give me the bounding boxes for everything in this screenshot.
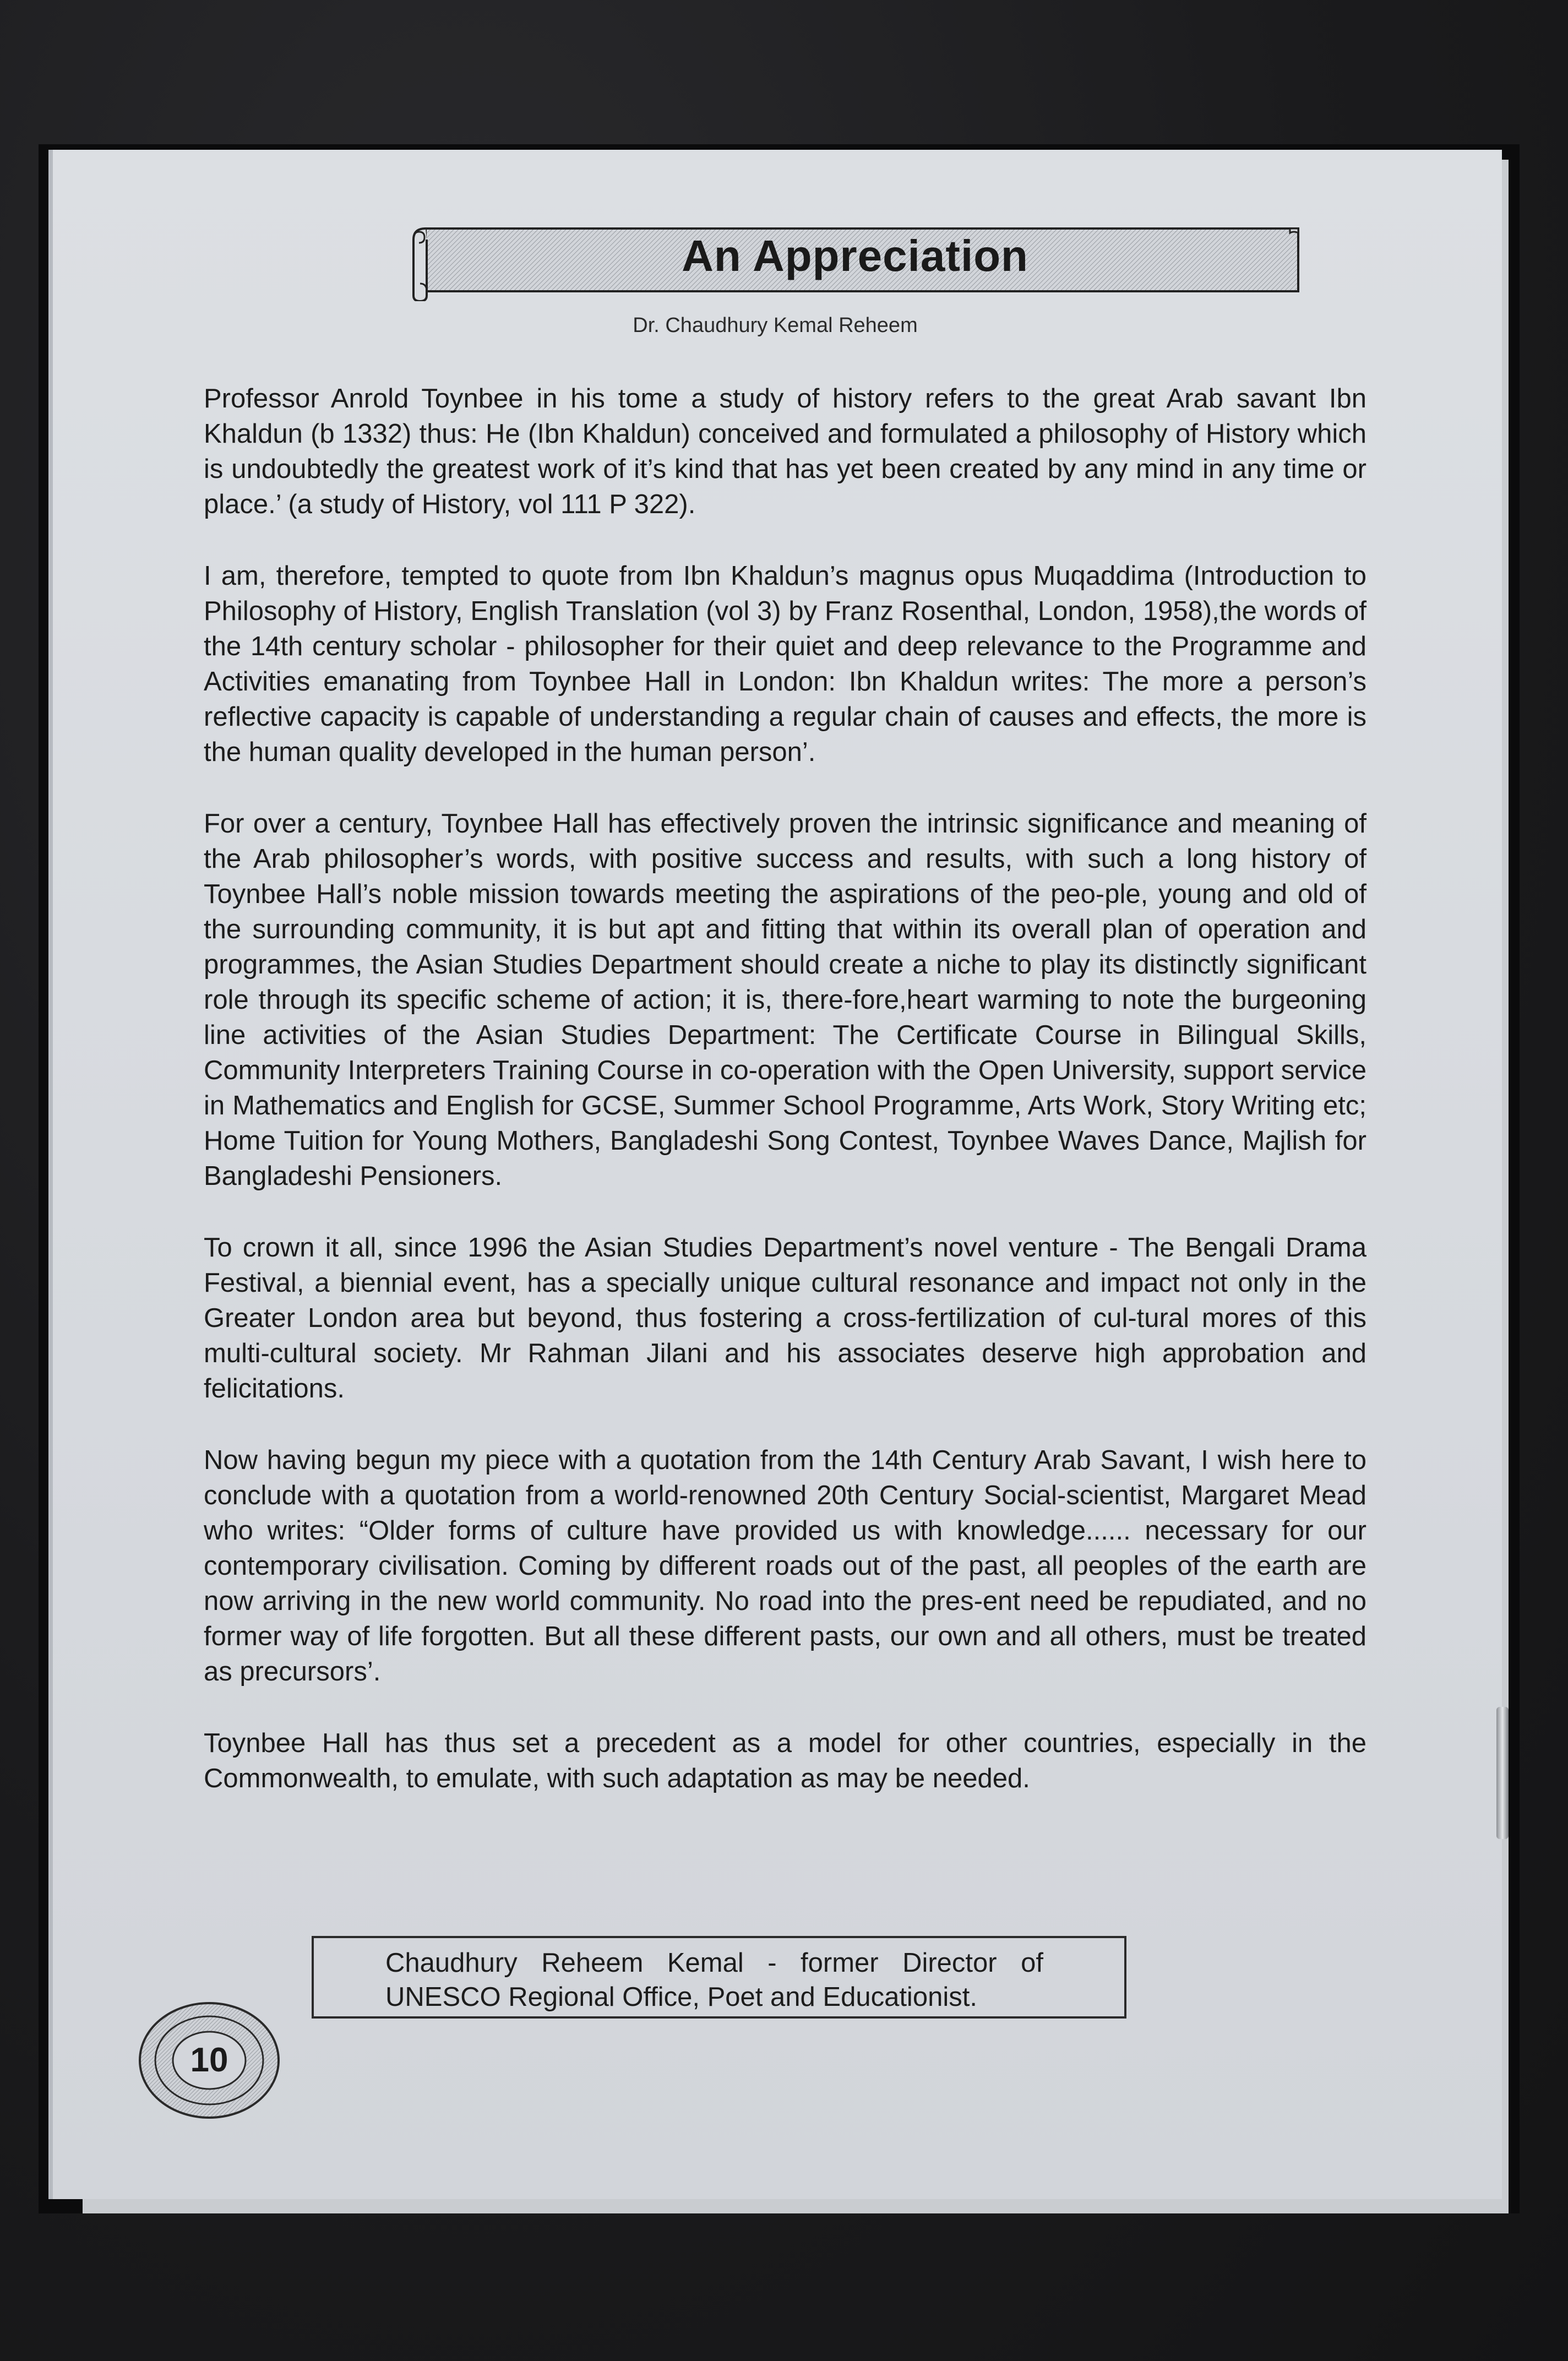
credit-line-2: UNESCO Regional Office, Poet and Educationist. (385, 1982, 977, 2012)
credit-word: - (767, 1948, 777, 1978)
page-number-badge (137, 2000, 282, 2121)
paragraph-4: To crown it all, since 1996 the Asian Studies Department’s novel venture - The Bengali Drama Festival, a biennial event, has a specially unique cultural resonance and impact not only in the Greater London area but beyond, thus fostering a cross-fertilization of cul-tural mores of this multi-cultural society. Mr Rahman Jilani and his associates deserve high approbation and felicitations. (204, 1233, 1366, 1403)
paragraph-5: Now having begun my piece with a quotation from the 14th Century Arab Savant, I wish here to conclude with a quotation from a world-renowned 20th Century Social-scientist, Margaret Mead who writes: “Older forms of culture have provided us with knowledge...... necessary for our contemporary civilisation. Coming by different roads out of the past, all peoples of the earth are now arriving in the new world community. No road into the pres-ent need be repudiated, and no former way of life forgotten. But all these different pasts, our own and all others, must be treated as precursors’. (204, 1445, 1366, 1687)
credit-word: Chaudhury (385, 1948, 518, 1978)
paragraph-1: Professor Anrold Toynbee in his tome a study of history refers to the great Arab savant Ibn Khaldun (b 1332) thus: He (Ibn Khaldun) conceived and formulated a philosophy of History which is undoubtedly the greatest work of it’s kind that has yet been created by any mind in any time or place.’ (a study of History, vol 111 P 322). (204, 384, 1366, 519)
credit-word: Kemal (667, 1948, 744, 1978)
credit-word: former (801, 1948, 879, 1978)
credit-line-1 (385, 1946, 1043, 1980)
credit-word: Reheem (541, 1948, 644, 1978)
booklet-page (48, 150, 1502, 2199)
author-credit-box (312, 1936, 1126, 2019)
credit-word: of (1021, 1948, 1043, 1978)
author-byline: Dr. Chaudhury Kemal Reheem (633, 314, 918, 337)
staple-binding (1496, 1707, 1509, 1839)
title-scroll-banner (404, 219, 1306, 301)
page-number: 10 (190, 2041, 228, 2079)
paragraph-2: I am, therefore, tempted to quote from Ibn Khaldun’s magnus opus Muqaddima (Introduction to Philosophy of History, English Translation (vol 3) by Franz Rosenthal, London, 1958),the words of the 14th century scholar - philosopher for their quiet and deep relevance to the Programme and Activities emanating from Toynbee Hall in London: Ibn Khaldun writes: The more a person’s reflective capacity is capable of understanding a regular chain of causes and effects, the more is the human quality developed in the human person’. (204, 561, 1366, 767)
credit-word: Director (902, 1948, 997, 1978)
page-title: An Appreciation (682, 231, 1028, 280)
paragraph-3: For over a century, Toynbee Hall has effectively proven the intrinsic significance and meaning of the Arab philosopher’s words, with positive success and results, with such a long history of Toynbee Hall’s noble mission towards meeting the aspirations of the peo-ple, young and old of the surrounding community, it is but apt and fitting that within its overall plan of operation and programmes, the Asian Studies Department should create a niche to play its distinctly significant role through its specific scheme of action; it is, there-fore,heart warming to note the burgeoning line activities of the Asian Studies Department: The Certificate Course in Bilingual Skills, Community Interpreters Training Course in co-operation with the Open University, support service in Mathematics and English for GCSE, Summer School Programme, Arts Work, Story Writing etc; Home Tuition for Young Mothers, Bangladeshi Song Contest, Toynbee Waves Dance, Majlish for Bangladeshi Pensioners. (204, 809, 1366, 1191)
paragraph-6: Toynbee Hall has thus set a precedent as a model for other countries, especially in the Commonwealth, to emulate, with such adaptation as may be needed. (204, 1728, 1366, 1793)
article-body (204, 381, 1366, 1832)
